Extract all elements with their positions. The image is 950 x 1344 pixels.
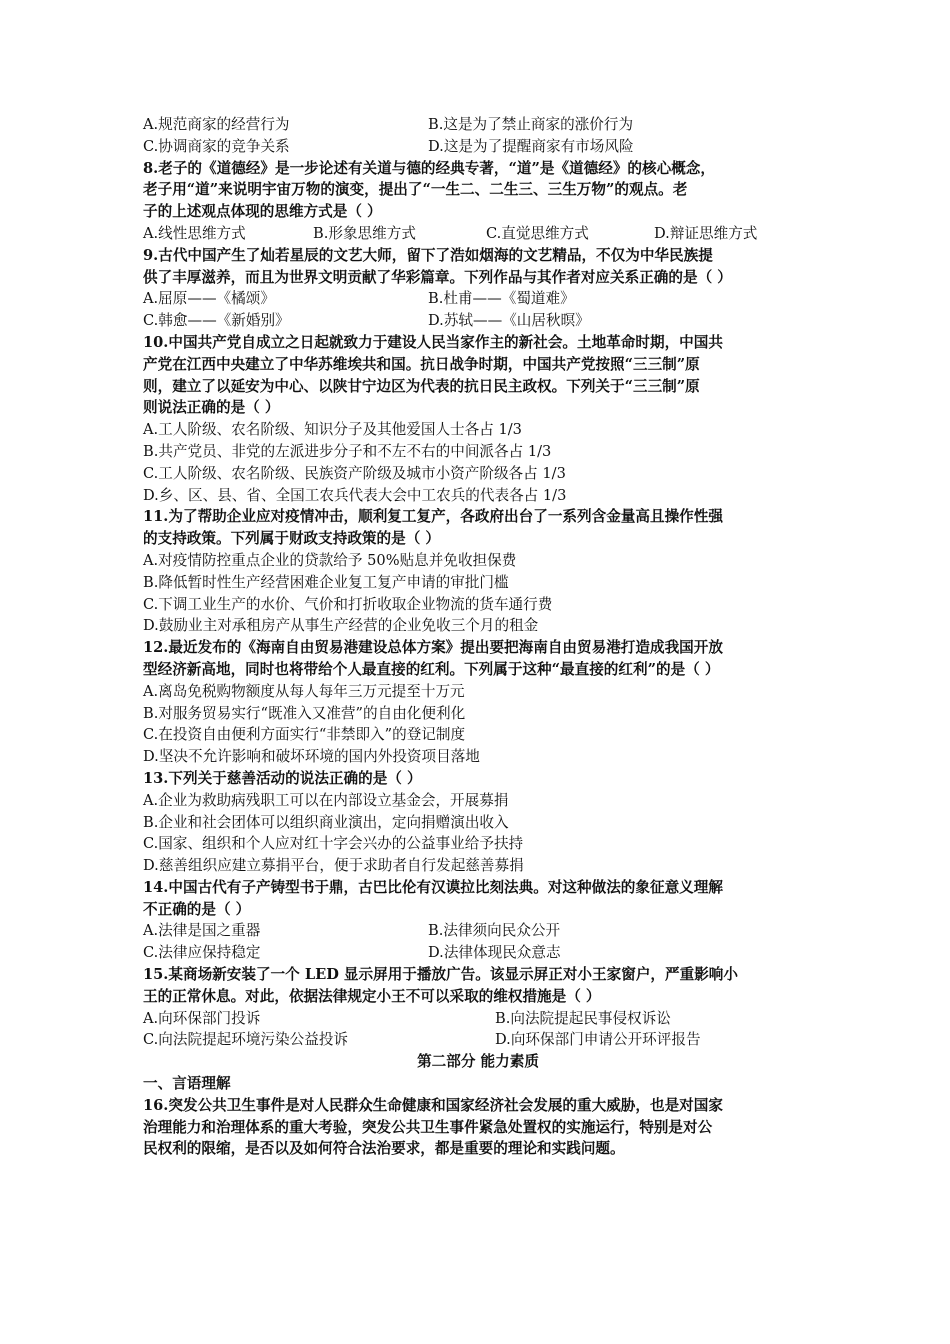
q10-option-b: B.共产党员、非党的左派进步分子和不左不右的中间派各占 1/3	[143, 442, 552, 460]
q9-option-d: D.苏轼——《山居秋暝》	[428, 312, 590, 330]
q14-option-b: B.法律须向民众公开	[428, 922, 561, 940]
q12-option-c: C.在投资自由便利方面实行“非禁即入”的登记制度	[143, 726, 466, 744]
q15-option-d: D.向环保部门申请公开环评报告	[495, 1031, 701, 1049]
q15-options-row-1	[143, 1008, 813, 1030]
q10-stem-line-4: 则说法正确的是（ ）	[143, 399, 280, 417]
q14-options-row-2	[143, 942, 813, 964]
q8-stem-line-1: 8.老子的《道德经》是一步论述有关道与德的经典专著，“道”是《道德经》的核心概念，	[143, 159, 715, 177]
q8-stem-line-2: 老子用“道”来说明宇宙万物的演变，提出了“一生二、二生三、三生万物”的观点。老	[143, 181, 688, 199]
q15-option-a: A.向环保部门投诉	[143, 1009, 261, 1027]
q7-option-b: B.这是为了禁止商家的涨价行为	[428, 116, 634, 133]
q7-options-row-1	[143, 114, 813, 136]
q10-option-d: D.乡、区、县、省、全国工农兵代表大会中工农兵的代表各占 1/3	[143, 486, 567, 504]
q8-options-row	[143, 223, 813, 245]
q8-option-d: D.辩证思维方式	[654, 224, 758, 242]
q11-option-c: C.下调工业生产的水价、气价和打折收取企业物流的货车通行费	[143, 595, 553, 613]
q9-options-row-1	[143, 288, 813, 310]
q16-stem-line-2: 治理能力和治理体系的重大考验，突发公共卫生事件紧急处置权的实施运行，特别是对公	[143, 1118, 713, 1136]
q9-options-row-2	[143, 310, 813, 332]
q14-options-row-1	[143, 920, 813, 942]
q14-option-c: C.法律应保持稳定	[143, 944, 261, 962]
q7-options-row-2	[143, 136, 813, 158]
q13-option-c: C.国家、组织和个人应对红十字会兴办的公益事业给予扶持	[143, 835, 524, 853]
q13-option-a: A.企业为救助病残职工可以在内部设立基金会，开展募捐	[143, 791, 509, 809]
q10-option-a: A.工人阶级、农名阶级、知识分子及其他爱国人士各占 1/3	[143, 421, 522, 439]
q11-option-a: A.对疫情防控重点企业的贷款给予 50%贴息并免收担保费	[143, 551, 517, 569]
q8-option-a: A.线性思维方式	[143, 224, 246, 242]
q15-stem-line-2: 王的正常休息。对此，依据法律规定小王不可以采取的维权措施是（ ）	[143, 987, 601, 1005]
q14-option-a: A.法律是国之重器	[143, 922, 261, 940]
q15-option-b: B.向法院提起民事侵权诉讼	[495, 1009, 671, 1027]
q8-option-b: B.形象思维方式	[313, 224, 416, 242]
q13-stem-line-1: 13.下列关于慈善活动的说法正确的是（ ）	[143, 769, 422, 787]
q9-stem-line-2: 供了丰厚滋养，而且为世界文明贡献了华彩篇章。下列作品与其作者对应关系正确的是（ ）	[143, 268, 732, 286]
q16-stem-line-1: 16.突发公共卫生事件是对人民群众生命健康和国家经济社会发展的重大威胁，也是对国家	[143, 1096, 723, 1114]
q10-stem-line-3: 则，建立了以延安为中心、以陕甘宁边区为代表的抗日民主政权。下列关于“三三制”原	[143, 377, 700, 395]
q13-option-d: D.慈善组织应建立募捐平台，便于求助者自行发起慈善募捐	[143, 857, 524, 875]
q12-stem-line-1: 12.最近发布的《海南自由贸易港建设总体方案》提出要把海南自由贸易港打造成我国开放	[143, 639, 723, 657]
q16-stem-line-3: 民权利的限缩，是否以及如何符合法治要求，都是重要的理论和实践问题。	[143, 1140, 625, 1158]
q9-option-c: C.韩愈——《新婚别》	[143, 312, 290, 330]
q12-option-d: D.坚决不允许影响和破坏环境的国内外投资项目落地	[143, 748, 480, 766]
q7-option-c: C.协调商家的竞争关系	[143, 137, 290, 155]
q15-option-c: C.向法院提起环境污染公益投诉	[143, 1031, 349, 1049]
q15-options-row-2	[143, 1029, 813, 1051]
q11-option-d: D.鼓励业主对承租房产从事生产经营的企业免收三个月的租金	[143, 617, 539, 635]
q13-option-b: B.企业和社会团体可以组织商业演出，定向捐赠演出收入	[143, 813, 509, 831]
q11-option-b: B.降低暂时性生产经营困难企业复工复产申请的审批门槛	[143, 573, 509, 591]
q12-stem-line-2: 型经济新高地，同时也将带给个人最直接的红利。下列属于这种“最直接的红利”的是（ ）	[143, 660, 720, 678]
q11-stem-line-2: 的支持政策。下列属于财政支持政策的是（ ）	[143, 530, 440, 548]
q15-stem-line-1: 15.某商场新安装了一个 LED 显示屏用于播放广告。该显示屏正对小王家窗户，严重影响小	[143, 966, 738, 984]
q11-stem-line-1: 11.为了帮助企业应对疫情冲击，顺利复工复产，各政府出台了一系列含金量高且操作性强	[143, 508, 723, 526]
part-two-title: 第二部分 能力素质	[417, 1053, 539, 1071]
document-page	[143, 114, 813, 1160]
q12-option-b: B.对服务贸易实行“既准入又准营”的自由化便利化	[143, 704, 466, 722]
q10-stem-line-2: 产党在江西中央建立了中华苏维埃共和国。抗日战争时期，中国共产党按照“三三制”原	[143, 355, 700, 373]
q7-option-d: D.这是为了提醒商家有市场风险	[428, 137, 634, 155]
q9-stem-line-1: 9.古代中国产生了灿若星辰的文艺大师，留下了浩如烟海的文艺精品，不仅为中华民族提	[143, 246, 713, 264]
q12-option-a: A.离岛免税购物额度从每人每年三万元提至十万元	[143, 682, 465, 700]
q8-option-c: C.直觉思维方式	[486, 224, 589, 242]
q14-stem-line-2: 不正确的是（ ）	[143, 900, 251, 918]
q10-option-c: C.工人阶级、农名阶级、民族资产阶级及城市小资产阶级各占 1/3	[143, 464, 566, 482]
q9-option-b: B.杜甫——《蜀道难》	[428, 290, 575, 308]
section-subtitle: 一、言语理解	[143, 1075, 231, 1093]
q9-option-a: A.屈原——《橘颂》	[143, 290, 275, 308]
q14-stem-line-1: 14.中国古代有子产铸型书于鼎，古巴比伦有汉谟拉比刻法典。对这种做法的象征意义理解	[143, 878, 723, 896]
q8-stem-line-3: 子的上述观点体现的思维方式是（ ）	[143, 203, 382, 221]
q14-option-d: D.法律体现民众意志	[428, 944, 561, 962]
q10-stem-line-1: 10.中国共产党自成立之日起就致力于建设人民当家作主的新社会。土地革命时期，中国共	[143, 333, 723, 351]
q7-option-a: A.规范商家的经营行为	[143, 116, 290, 133]
